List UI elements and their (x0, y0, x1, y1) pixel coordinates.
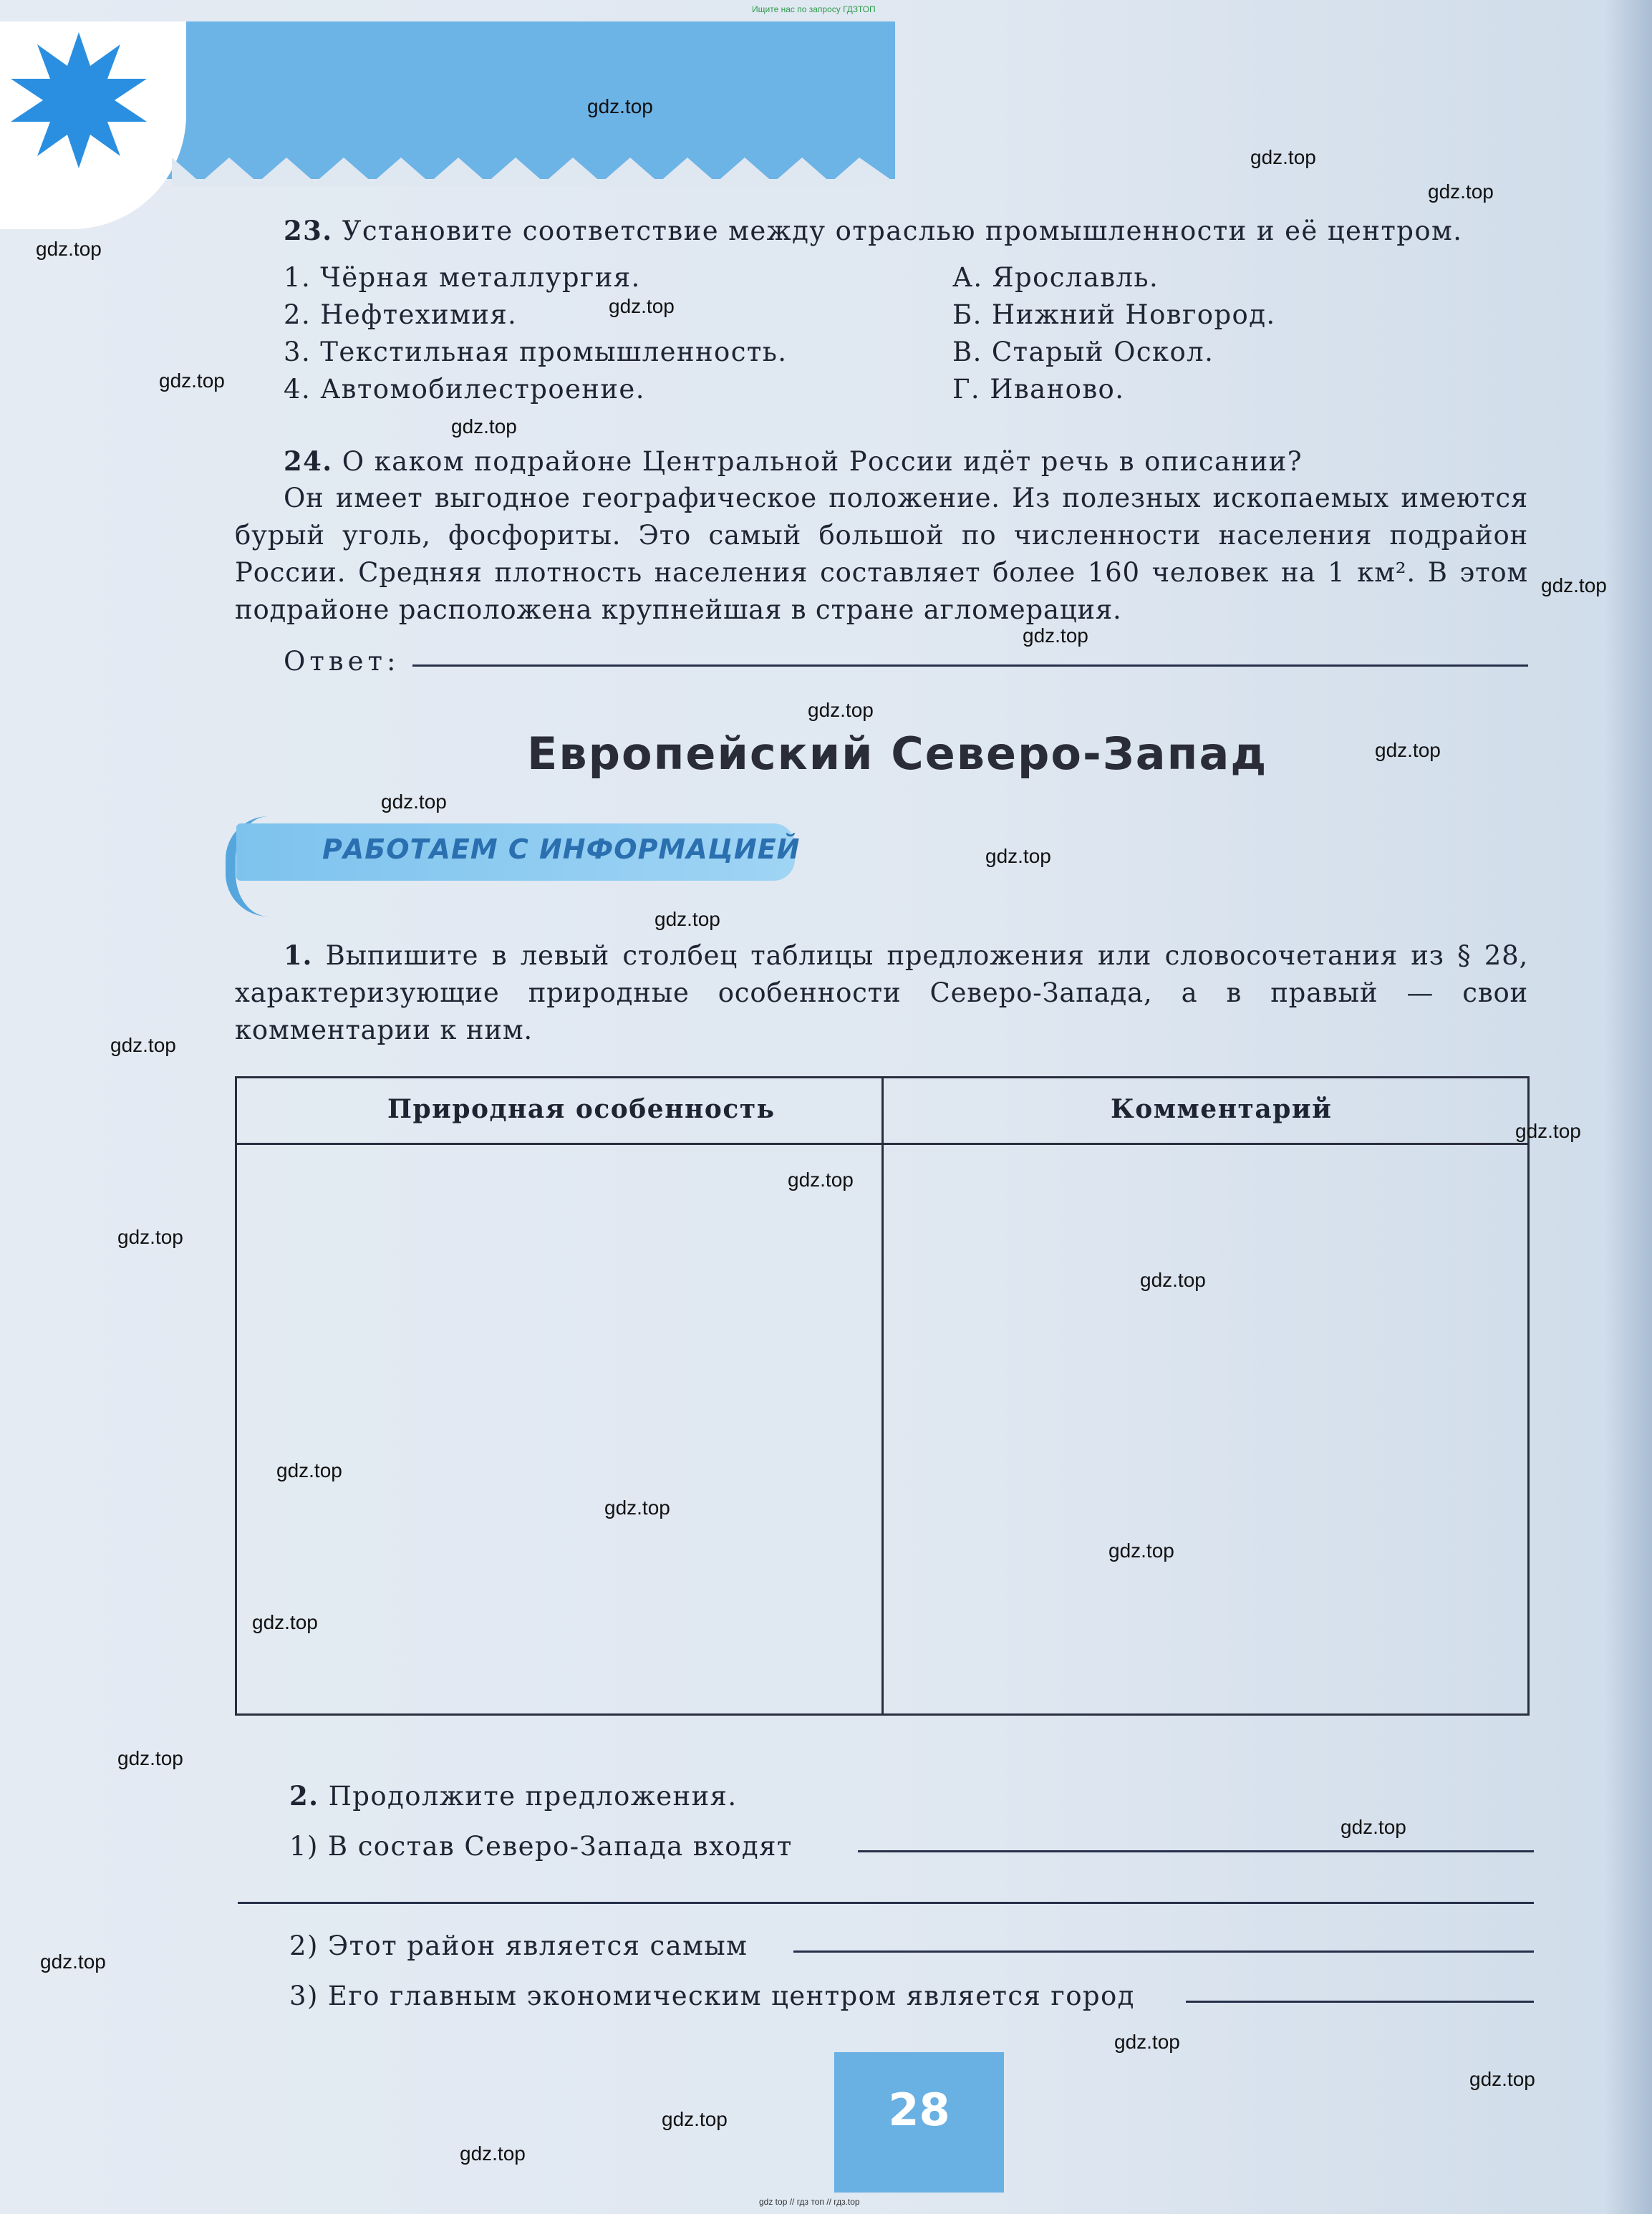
watermark: gdz.top (788, 1169, 854, 1191)
watermark: gdz.top (654, 908, 720, 930)
task23-center-a: А. Ярославль. (952, 262, 1159, 293)
watermark: gdz.top (609, 295, 675, 317)
task23-center-b: Б. Нижний Новгород. (952, 299, 1276, 330)
task23-number: 23. (284, 215, 333, 246)
task23-center-c: В. Старый Оскол. (952, 337, 1214, 367)
watermark: gdz.top (808, 699, 874, 721)
task23-industry-3: 3. Текстильная промышленность. (284, 337, 788, 367)
footer-note: gdz top // гдз топ // гдз.top (759, 2197, 860, 2207)
watermark: gdz.top (1108, 1539, 1174, 1562)
task23-industry-4: 4. Автомобилестроение. (284, 374, 645, 405)
page-number: 28 (888, 2084, 950, 2136)
task2-title (289, 1777, 738, 1815)
task24-answer-line[interactable] (412, 664, 1528, 667)
task2-item-3-answer-line[interactable] (1186, 2001, 1534, 2003)
watermark: gdz.top (460, 2142, 526, 2165)
task23-industry-2: 2. Нефтехимия. (284, 299, 518, 330)
banner-zigzag-edge (172, 143, 895, 186)
task24-description: Он имеет выгодное географическое положение. Из полезных ископаемых имеются бурый уголь, фосфориты. Это самый большой по численности населения подрайон России. Средняя плотность населения составляет более 160 человек на 1 км². В этом подрайоне расположена крупнейшая в стране агломерация. (235, 483, 1528, 625)
task23-center-d: Г. Иваново. (952, 374, 1125, 405)
watermark: gdz.top (117, 1226, 183, 1248)
watermark: gdz.top (604, 1497, 670, 1519)
watermark: gdz.top (381, 791, 447, 813)
table-header-feature: Природная особенность (387, 1094, 776, 1124)
watermark: gdz.top (159, 369, 225, 392)
task24-number: 24. (284, 445, 333, 477)
section-ribbon-label: РАБОТАЕМ С ИНФОРМАЦИЕЙ (322, 833, 801, 865)
watermark: gdz.top (117, 1747, 183, 1769)
watermark: gdz.top (662, 2108, 728, 2130)
task2-item-1-answer-line-2[interactable] (238, 1902, 1534, 1904)
watermark: gdz.top (1341, 1816, 1406, 1838)
watermark: gdz.top (1469, 2068, 1535, 2090)
watermark: gdz.top (1114, 2031, 1180, 2053)
task24-question-text: О каком подрайоне Центральной России идёт речь в описании? (342, 446, 1303, 477)
watermark: gdz.top (40, 1950, 106, 1973)
header-note: Ищите нас по запросу ГДЗТОП (752, 4, 876, 14)
task24-question (284, 443, 1303, 480)
watermark: gdz.top (276, 1459, 342, 1481)
watermark: gdz.top (451, 415, 517, 438)
star-icon (7, 29, 150, 172)
watermark: gdz.top (252, 1611, 318, 1633)
table-cell-comment[interactable] (884, 1145, 1527, 1713)
watermark: gdz.top (1250, 146, 1316, 168)
watermark: gdz.top (1541, 574, 1607, 596)
features-table (235, 1076, 1530, 1716)
task1-number: 1. (284, 939, 313, 971)
watermark: gdz.top (587, 95, 653, 117)
watermark: gdz.top (110, 1034, 176, 1056)
table-cell-feature[interactable] (237, 1145, 881, 1713)
watermark: gdz.top (1375, 739, 1441, 761)
task23-question (284, 212, 1462, 250)
watermark: gdz.top (1023, 624, 1088, 647)
task2-item-1: 1) В состав Северо-Запада входят (289, 1831, 793, 1862)
task24-answer-label: Ответ: (284, 646, 400, 677)
task2-item-2-answer-line[interactable] (793, 1950, 1534, 1953)
task2-title-text: Продолжите предложения. (328, 1781, 738, 1812)
watermark: gdz.top (1515, 1120, 1581, 1142)
task2-item-2: 2) Этот район является самым (289, 1930, 748, 1961)
task1-body: Выпишите в левый столбец таблицы предложения или словосочетания из § 28, характеризующие природные особенности Северо-Запада, а в правый — свои комментарии к ним. (235, 940, 1529, 1045)
section-title: Европейский Северо-Запад (527, 727, 1268, 780)
task2-item-1-answer-line[interactable] (858, 1850, 1534, 1852)
task23-industry-1: 1. Чёрная металлургия. (284, 262, 641, 293)
task1-text (235, 937, 1528, 1049)
watermark: gdz.top (36, 238, 102, 260)
watermark: gdz.top (1140, 1269, 1206, 1291)
task2-number: 2. (289, 1780, 319, 1812)
task23-question-text: Установите соответствие между отраслью промышленности и её центром. (342, 216, 1463, 246)
table-header-comment: Комментарий (1111, 1094, 1333, 1124)
watermark: gdz.top (1428, 180, 1494, 203)
task2-item-3: 3) Его главным экономическим центром является город (289, 1981, 1135, 2011)
watermark: gdz.top (985, 845, 1051, 867)
page-edge-shadow (1602, 0, 1652, 2214)
